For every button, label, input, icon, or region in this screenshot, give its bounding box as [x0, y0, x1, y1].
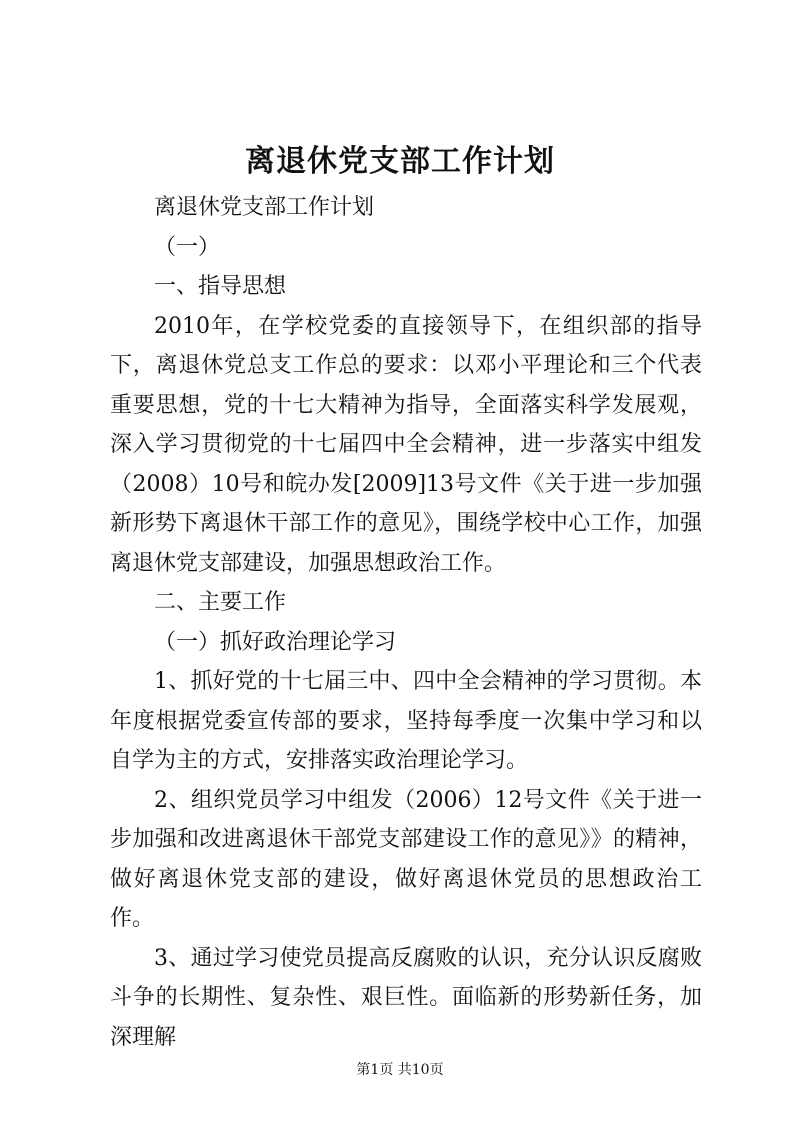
document-body: [110, 188, 702, 1057]
document-title: 离退休党支部工作计划: [245, 144, 555, 179]
heading-main-work: 二、主要工作: [154, 590, 287, 615]
paragraph-subtitle: 离退休党支部工作计划: [154, 195, 375, 220]
heading-political-study: （一）抓好政治理论学习: [154, 629, 397, 655]
paragraph-section-marker: （一）: [154, 234, 221, 260]
paragraph-item-2: 2、组织党员学习中组发（2006）12号文件《关于进一步加强和改进离退休干部党支部建设工作的意见》》的精神，做好离退休党支部的建设，做好离退休党员的思想政治工作。: [110, 787, 702, 931]
paragraph-guiding-ideology: 2010年，在学校党委的直接领导下，在组织部的指导下，离退休党总支工作总的要求：以邓小平理论和三个代表重要思想，党的十七大精神为指导，全面落实科学发展观，深入学习贯彻党的十七届四中全会精神，进一步落实中组发（2008）10号和皖办发[2009]13号文件《关于进一步加强新形势下离退休干部工作的意见》，围绕学校中心工作，加强离退休党支部建设，加强思想政治工作。: [110, 313, 702, 576]
paragraph-item-1: 1、抓好党的十七届三中、四中全会精神的学习贯彻。本年度根据党委宣传部的要求，坚持每季度一次集中学习和以自学为主的方式，安排落实政治理论学习。: [110, 669, 702, 773]
heading-guiding-ideology: 一、指导思想: [154, 274, 287, 299]
paragraph-item-3: 3、通过学习使党员提高反腐败的认识，充分认识反腐败斗争的长期性、复杂性、艰巨性。面临新的形势新任务，加深理解: [110, 945, 702, 1050]
page-number-footer: 第1页 共10页: [356, 1062, 444, 1078]
